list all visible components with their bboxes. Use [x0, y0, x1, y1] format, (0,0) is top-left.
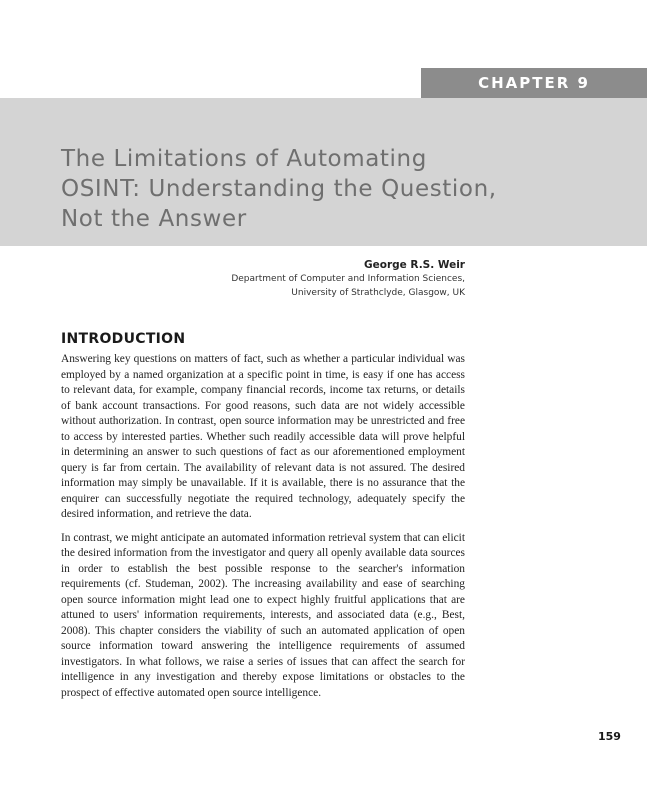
author-affiliation-line: Department of Computer and Information Sciences,	[231, 274, 465, 284]
chapter-label: CHAPTER 9	[478, 74, 590, 92]
chapter-title-line: Not the Answer	[61, 206, 247, 232]
chapter-title-line: The Limitations of Automating	[61, 146, 427, 172]
body-text	[61, 352, 465, 709]
chapter-title-line: OSINT: Understanding the Question,	[61, 176, 497, 202]
page-number: 159	[598, 730, 621, 743]
body-paragraph: In contrast, we might anticipate an automated information retrieval system that can elicit the desired information from the investigator and query all openly available data sources in order to establish the best possible response to the searcher's information requirements (cf. Studeman, 2002). The increasing availability and ease of searching open source information might lead one to expect highly fruitful applications that are attuned to users' information requirements, interests, and associated data (e.g., Best, 2008). This chapter considers the viability of such an automated application of open source information toward answering the intelligence requirements of assumed investigators. In what follows, we raise a series of issues that can affect the search for intelligence in any investigation and thereby expose limitations or obstacles to the prospect of effective automated open source intelligence.	[61, 531, 465, 699]
chapter-title	[61, 144, 581, 234]
body-paragraph: Answering key questions on matters of fact, such as whether a particular individual was employed by a named organization at a specific point in time, is easy if one has access to relevant data, for example, company financial records, income tax returns, or details of bank account transactions. For good reasons, such data are not widely accessible without authorization. In contrast, open source information may be unrestricted and free to access by interested parties. Whether such readily accessible data will prove helpful in determining an answer to such questions of fact as our aforementioned employment query is far from certain. The availability of relevant data is not assured. The desired information may simply be unavailable. If it is available, there is no assurance that the enquirer can successfully negotiate the required technology, adequately specify the desired information, and retrieve the data.	[61, 353, 465, 520]
section-heading: INTRODUCTION	[61, 331, 186, 347]
author-block	[231, 258, 465, 300]
chapter-label-tab	[421, 68, 647, 98]
author-name: George R.S. Weir	[363, 259, 465, 271]
author-affiliation-line: University of Strathclyde, Glasgow, UK	[291, 287, 465, 298]
